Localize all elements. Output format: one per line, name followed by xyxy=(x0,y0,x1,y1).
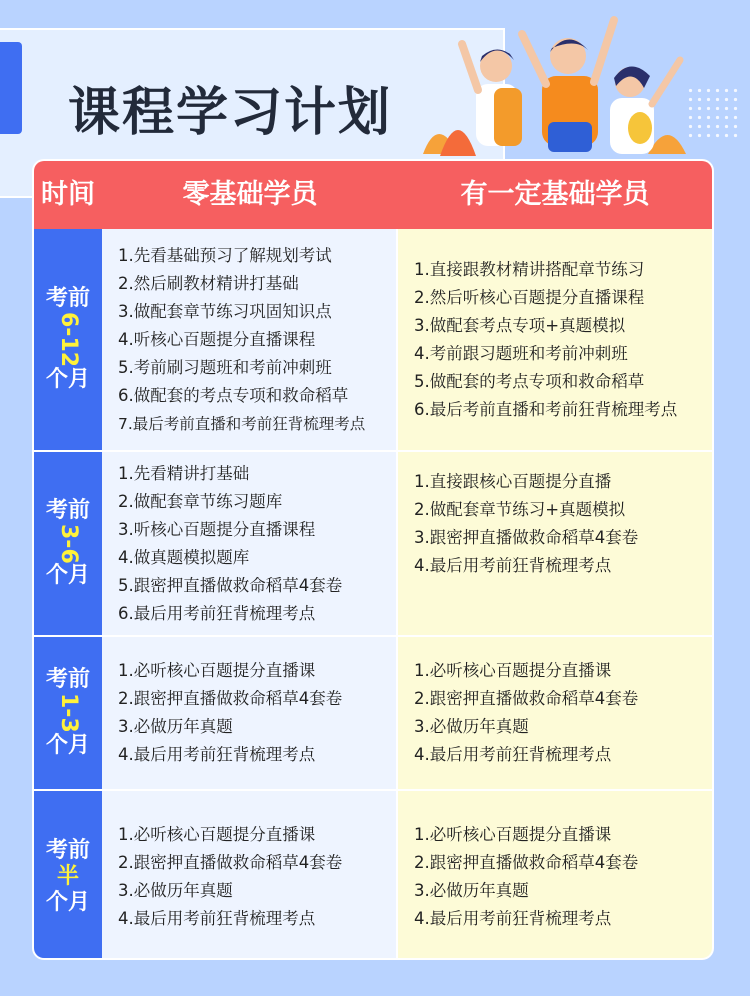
stage-suffix: 个月 xyxy=(45,732,90,758)
list-item: 6.做配套的考点专项和救命稻草 xyxy=(118,385,349,405)
stage-highlight: 半 xyxy=(56,863,79,889)
list-item: 3.必做历年真题 xyxy=(414,717,529,736)
list-item: 1.直接跟核心百题提分直播 xyxy=(414,472,612,491)
list-item: 4.最后用考前狂背梳理考点 xyxy=(414,745,612,764)
list-item: 7.最后考前直播和考前狂背梳理考点 xyxy=(118,414,366,433)
table-row xyxy=(34,637,712,791)
stage-highlight: 1-3 xyxy=(55,693,81,733)
list-item: 5.考前刷习题班和考前冲刺班 xyxy=(118,357,332,377)
stage-prefix: 考前 xyxy=(45,497,90,523)
stage-highlight: 3-6 xyxy=(55,523,81,564)
table-row xyxy=(34,452,712,637)
list-item: 4.最后用考前狂背梳理考点 xyxy=(118,745,316,764)
some-basis-cell xyxy=(398,452,712,637)
list-item: 3.做配套章节练习巩固知识点 xyxy=(118,301,332,321)
list-item: 1.直接跟教材精讲搭配章节练习 xyxy=(414,259,645,279)
list-item: 2.跟密押直播做救命稻草4套卷 xyxy=(414,852,639,872)
stage-cell xyxy=(34,452,102,637)
some-basis-cell xyxy=(398,229,712,452)
list-item: 1.必听核心百题提分直播课 xyxy=(414,661,612,680)
list-item: 6.最后考前直播和考前狂背梳理考点 xyxy=(414,399,678,419)
table-row xyxy=(34,791,712,960)
list-item: 1.先看基础预习了解规划考试 xyxy=(118,245,332,265)
list-item: 3.听核心百题提分直播课程 xyxy=(118,519,316,539)
list-item: 4.听核心百题提分直播课程 xyxy=(118,329,316,349)
stage-prefix: 考前 xyxy=(45,285,90,311)
list-item: 4.最后用考前狂背梳理考点 xyxy=(414,556,612,575)
zero-basis-cell xyxy=(102,452,398,637)
stage-suffix: 个月 xyxy=(45,367,90,393)
some-basis-cell xyxy=(398,637,712,791)
list-item: 4.做真题模拟题库 xyxy=(118,547,250,567)
some-basis-cell xyxy=(398,791,712,960)
list-item: 5.做配套的考点专项和救命稻草 xyxy=(414,371,645,391)
list-item: 2.然后刷教材精讲打基础 xyxy=(118,273,299,293)
study-plan-table xyxy=(32,159,714,960)
list-item: 2.跟密押直播做救命稻草4套卷 xyxy=(118,689,343,708)
accent-bar xyxy=(0,42,22,134)
list-item: 2.跟密押直播做救命稻草4套卷 xyxy=(118,852,343,872)
header-time: 时间 xyxy=(41,179,95,210)
header-some-basis: 有一定基础学员 xyxy=(460,179,650,210)
list-item: 2.做配套章节练习+真题模拟 xyxy=(414,500,626,519)
stage-cell xyxy=(34,229,102,452)
list-item: 5.跟密押直播做救命稻草4套卷 xyxy=(118,575,343,595)
page-title: 课程学习计划 xyxy=(68,83,393,143)
list-item: 1.必听核心百题提分直播课 xyxy=(414,824,612,844)
list-item: 1.必听核心百题提分直播课 xyxy=(118,661,316,680)
list-item: 1.先看精讲打基础 xyxy=(118,463,250,483)
zero-basis-cell xyxy=(102,791,398,960)
list-item: 2.跟密押直播做救命稻草4套卷 xyxy=(414,689,639,708)
zero-basis-cell xyxy=(102,229,398,452)
stage-prefix: 考前 xyxy=(45,837,90,863)
list-item: 4.考前跟习题班和考前冲刺班 xyxy=(414,343,628,363)
list-item: 4.最后用考前狂背梳理考点 xyxy=(118,908,316,928)
stage-cell xyxy=(34,637,102,791)
list-item: 3.必做历年真题 xyxy=(118,717,233,736)
list-item: 4.最后用考前狂背梳理考点 xyxy=(414,908,612,928)
table-header xyxy=(34,161,712,229)
stage-suffix: 个月 xyxy=(45,563,90,589)
list-item: 2.然后听核心百题提分直播课程 xyxy=(414,287,645,307)
list-item: 3.做配套考点专项+真题模拟 xyxy=(414,315,626,335)
list-item: 1.必听核心百题提分直播课 xyxy=(118,824,316,844)
stage-prefix: 考前 xyxy=(45,667,90,693)
stage-suffix: 个月 xyxy=(45,889,90,915)
stage-cell xyxy=(34,791,102,960)
list-item: 3.跟密押直播做救命稻草4套卷 xyxy=(414,528,639,547)
table-row xyxy=(34,229,712,452)
list-item: 3.必做历年真题 xyxy=(414,880,529,900)
list-item: 6.最后用考前狂背梳理考点 xyxy=(118,603,316,623)
stage-highlight: 6-12 xyxy=(55,311,81,368)
zero-basis-cell xyxy=(102,637,398,791)
list-item: 3.必做历年真题 xyxy=(118,880,233,900)
list-item: 2.做配套章节练习题库 xyxy=(118,491,283,511)
students-cheering-illustration xyxy=(418,4,693,160)
header-zero-basis: 零基础学员 xyxy=(182,179,318,210)
dot-pattern xyxy=(686,86,742,142)
